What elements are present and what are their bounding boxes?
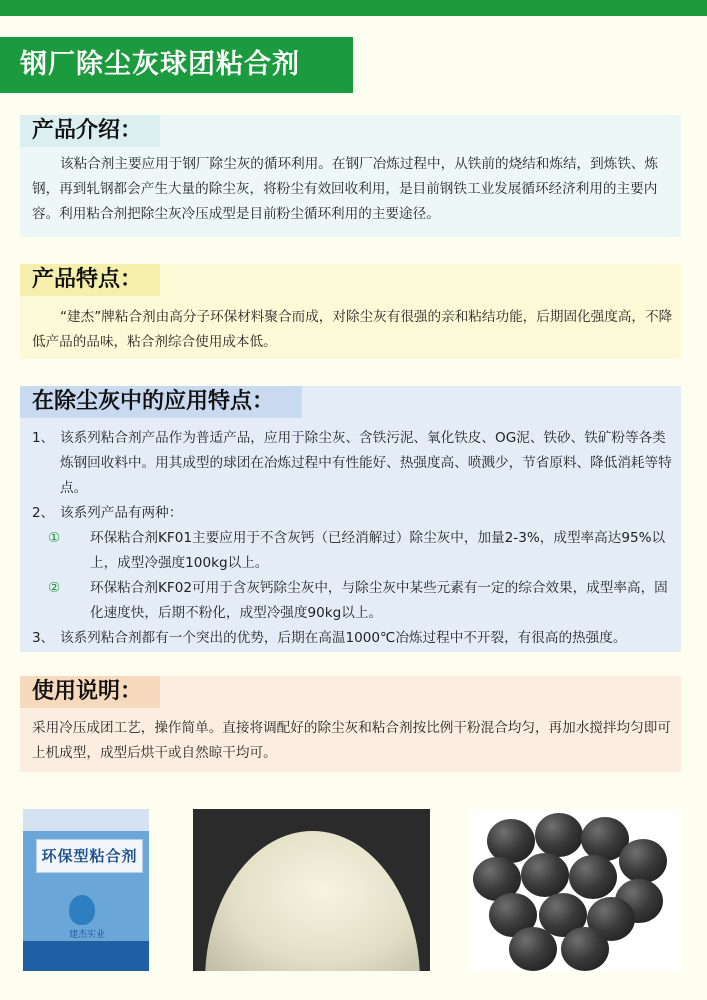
powder-pile-photo [193,809,430,971]
bag-bottom-band [23,941,149,971]
application-item-3 [32,626,674,651]
application-subitem-1-text: 环保粘合剂KF01主要应用于不含灰钙（已经消解过）除尘灰中，加量2-3%，成型率高达95%以上，成型冷强度100kg以上。 [90,530,666,571]
powder-pile [205,831,420,971]
circled-number: ① [48,530,61,546]
item-number: 3、 [32,630,55,646]
intro-heading: 产品介绍： [20,115,160,147]
features-text: “建杰”牌粘合剂由高分子环保材料聚合而成，对除尘灰有很强的亲和粘结功能，后期固化强度高，不降低产品的品味，粘合剂综合使用成本低。 [32,309,673,350]
usage-heading: 使用说明： [20,676,160,708]
circled-number: ② [48,580,61,596]
application-item-2-text: 该系列产品有两种： [60,505,183,521]
item-number: 1、 [32,430,55,446]
usage-section [20,676,681,772]
pellet-ball [521,853,569,897]
pellet-ball [561,927,609,971]
application-subitem-1 [48,526,674,576]
intro-section [20,115,681,237]
application-item-2 [32,501,674,526]
features-section [20,264,681,359]
top-green-bar [0,0,707,16]
features-heading: 产品特点： [20,264,160,296]
application-subitem-2-text: 环保粘合剂KF02可用于含灰钙除尘灰中，与除尘灰中某些元素有一定的综合效果，成型率高，固化速度快，后期不粉化，成型冷强度90kg以上。 [90,580,668,621]
application-item-1-text: 该系列粘合剂产品作为普适产品，应用于除尘灰、含铁污泥、氧化铁皮、OG泥、铁砂、铁矿粉等各类炼钢回收料中。用其成型的球团在冶炼过程中有性能好、热强度高、喷溅少，节省原料、降低消耗等特点。 [60,430,672,496]
bag-logo-text: 建杰实业 [68,930,105,940]
usage-text: 采用冷压成团工艺，操作简单。直接将调配好的除尘灰和粘合剂按比例干粉混合均匀，再加水搅拌均匀即可上机成型，成型后烘干或自然晾干均可。 [32,720,671,761]
bag-label: 环保型粘合剂 [36,839,143,873]
application-item-1 [32,426,674,501]
intro-text: 该粘合剂主要应用于钢厂除尘灰的循环利用。在钢厂冶炼过程中，从铁前的烧结和炼结，到炼铁、炼钢，再到轧钢都会产生大量的除尘灰，将粉尘有效回收利用，是目前钢铁工业发展循环经济利用的主要内容。利用粘合剂把除尘灰冷压成型是目前粉尘循环利用的主要途径。 [32,156,659,222]
pellet-ball [509,927,557,971]
application-heading: 在除尘灰中的应用特点： [20,386,302,418]
application-section [20,386,681,652]
product-bag-photo [23,809,149,971]
bag-top [23,809,149,831]
pellet-balls-photo [469,809,681,971]
pellet-ball [535,813,583,857]
water-drop-logo-icon [69,895,95,925]
pellet-ball [569,855,617,899]
page-title: 钢厂除尘灰球团粘合剂 [0,37,353,93]
item-number: 2、 [32,505,55,521]
application-item-3-text: 该系列粘合剂都有一个突出的优势，后期在高温1000℃冶炼过程中不开裂，有很高的热强度。 [60,630,627,646]
pellet-ball [619,839,667,883]
application-subitem-2 [48,576,674,626]
